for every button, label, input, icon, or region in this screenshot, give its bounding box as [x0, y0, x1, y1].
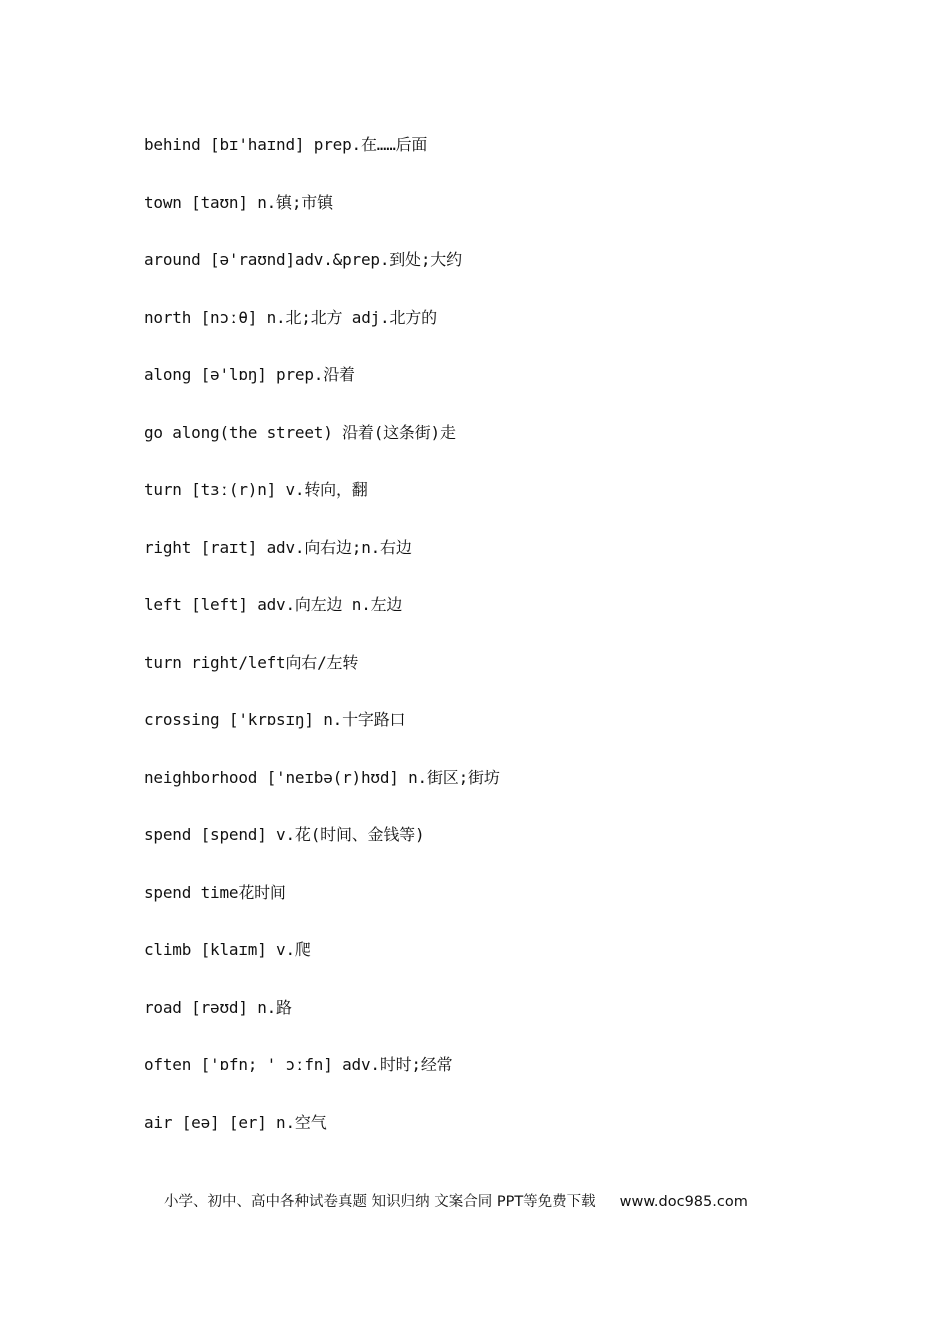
vocab-entry-go-along: go along(the street) 沿着(这条街)走 — [144, 422, 456, 442]
vocab-entry-air: air [eə] [er] n.空气 — [144, 1112, 327, 1132]
vocab-entry-often: often ['ɒfn; ' ɔːfn] adv.时时;经常 — [144, 1055, 453, 1074]
footer-url[interactable]: www.doc985.com — [619, 1194, 748, 1210]
vocab-entry-climb: climb [klaɪm] v.爬 — [144, 940, 311, 959]
vocab-entry-north: north [nɔːθ] n.北;北方 adj.北方的 — [144, 307, 437, 327]
footer-text: 小学、初中、高中各种试卷真题 知识归纳 文案合同 PPT等免费下载 — [164, 1194, 596, 1210]
vocab-entry-behind: behind [bɪ'haɪnd] prep.在……后面 — [144, 135, 428, 154]
vocab-entry-along: along [ə'lɒŋ] prep.沿着 — [144, 365, 355, 384]
vocab-entry-around: around [ə'raʊnd]adv.&prep.到处;大约 — [144, 250, 462, 269]
vocab-entry-town: town [taʊn] n.镇;市镇 — [144, 192, 333, 212]
vocab-entry-right: right [raɪt] adv.向右边;n.右边 — [144, 537, 412, 557]
vocab-entry-crossing: crossing ['krɒsɪŋ] n.十字路口 — [144, 710, 406, 729]
vocab-entry-turn-right-left: turn right/left向右/左转 — [144, 652, 359, 672]
page-footer — [164, 1190, 804, 1211]
vocab-entry-neighborhood: neighborhood ['neɪbə(r)hʊd] n.街区;街坊 — [144, 767, 500, 787]
vocab-entry-spend-time: spend time花时间 — [144, 882, 286, 902]
vocab-entry-left: left [left] adv.向左边 n.左边 — [144, 595, 403, 614]
vocab-entry-turn: turn [tɜː(r)n] v.转向，翻 — [144, 480, 368, 499]
vocab-entry-spend: spend [spend] v.花(时间、金钱等) — [144, 825, 425, 844]
vocab-entry-road: road [rəʊd] n.路 — [144, 997, 292, 1017]
vocabulary-list — [144, 131, 904, 1166]
